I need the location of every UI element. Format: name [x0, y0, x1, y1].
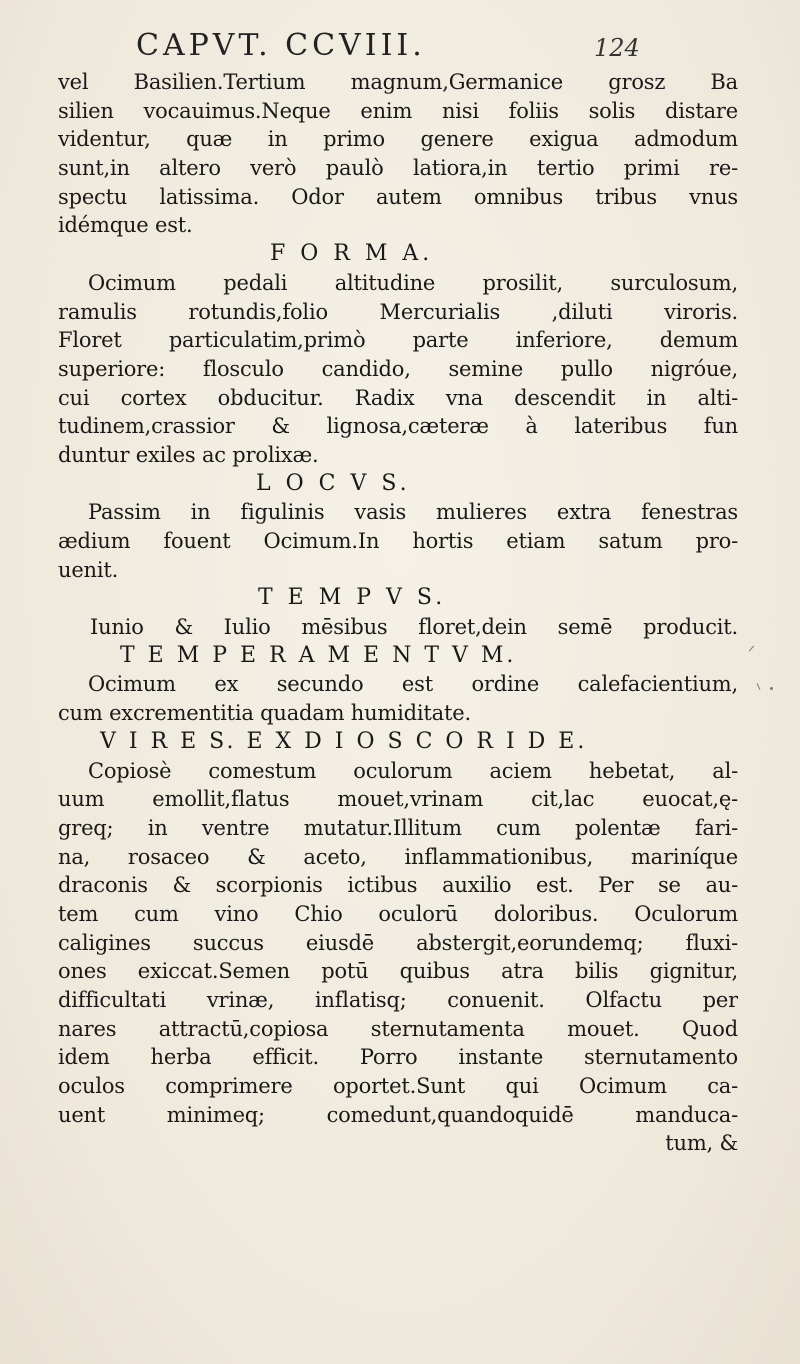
section-heading-locus: L O C V S. [256, 470, 411, 496]
margin-mark [770, 687, 773, 690]
text-line: Copiosè comestum oculorum aciem hebetat, al- [88, 758, 738, 783]
section-heading-vires: V I R E S. E X D I O S C O R I D E. [100, 728, 588, 754]
text-line: uent minimeq; comedunt,quandoquidē manduca- [58, 1102, 738, 1127]
text-line: uenit. [58, 557, 119, 582]
text-line: vel Basilien.Tertium magnum,Germanice grosz Ba [58, 70, 738, 94]
text-line: ramulis rotundis,folio Mercurialis ,diluti viroris. [58, 299, 738, 324]
text-line: sunt,in altero verò paulò latiora,in tertio primi re- [58, 156, 738, 181]
text-line: uum emollit,flatus mouet,vrinam cit,lac euocat,ę- [58, 787, 738, 812]
text-line: greq; in ventre mutatur.Illitum cum polentæ fari- [58, 815, 738, 840]
text-line: caligines succus eiusdē abstergit,eorundemq; fluxi- [58, 930, 738, 955]
section-heading-tempus: T E M P V S. [258, 585, 447, 611]
section-heading-forma: F O R M A. [270, 241, 434, 267]
text-line: na, rosaceo & aceto, inflammationibus, mariníque [58, 844, 738, 869]
text-line: Iunio & Iulio mēsibus floret,dein semē producit. [90, 615, 738, 640]
text-line: Floret particulatim,primò parte inferiore, demum [58, 328, 738, 353]
text-line: ones exiccat.Semen potū quibus atra bilis gignitur, [58, 959, 738, 984]
text-line: nares attractū,copiosa sternutamenta mouet. Quod [58, 1016, 738, 1041]
text-line: superiore: flosculo candido, semine pullo nigróue, [58, 356, 738, 381]
text-line: tudinem,crassior & lignosa,cæteræ à lateribus fun [58, 414, 738, 439]
page-header [136, 24, 656, 64]
text-line: Ocimum ex secundo est ordine calefacientium, [88, 672, 738, 697]
text-line: tem cum vino Chio oculorū doloribus. Oculorum [58, 901, 738, 926]
text-line: silien vocauimus.Neque enim nisi foliis solis distare [58, 98, 738, 123]
page-number: 124 [594, 34, 640, 62]
text-line: difficultati vrinæ, inflatisq; conuenit. Olfactu per [58, 988, 738, 1012]
margin-mark [749, 645, 754, 651]
text-line: Ocimum pedali altitudine prosilit, surculosum, [88, 270, 738, 295]
section-heading-temperamentum: T E M P E R A M E N T V M. [120, 642, 517, 668]
text-line: draconis & scorpionis ictibus auxilio est. Per se au- [58, 873, 738, 898]
body-text [58, 68, 738, 1158]
running-head: CAPVT. CCVIII. [136, 28, 426, 63]
text-line: ædium fouent Ocimum.In hortis etiam satum pro- [58, 529, 738, 553]
text-line: spectu latissima. Odor autem omnibus tribus vnus [58, 184, 738, 209]
text-line: cum excrementitia quadam humiditate. [58, 701, 471, 726]
text-line: idémque est. [58, 213, 193, 238]
text-line: cui cortex obducitur. Radix vna descendit in alti- [58, 385, 738, 410]
text-line: idem herba efficit. Porro instante sternutamento [58, 1045, 738, 1070]
text-line: Passim in figulinis vasis mulieres extra fenestras [88, 500, 738, 525]
catchword: tum, & [665, 1131, 738, 1156]
margin-mark [757, 683, 761, 690]
text-line: oculos comprimere oportet.Sunt qui Ocimum ca- [58, 1074, 738, 1099]
text-line: videntur, quæ in primo genere exigua admodum [58, 127, 738, 152]
text-line: duntur exiles ac prolixæ. [58, 442, 319, 467]
